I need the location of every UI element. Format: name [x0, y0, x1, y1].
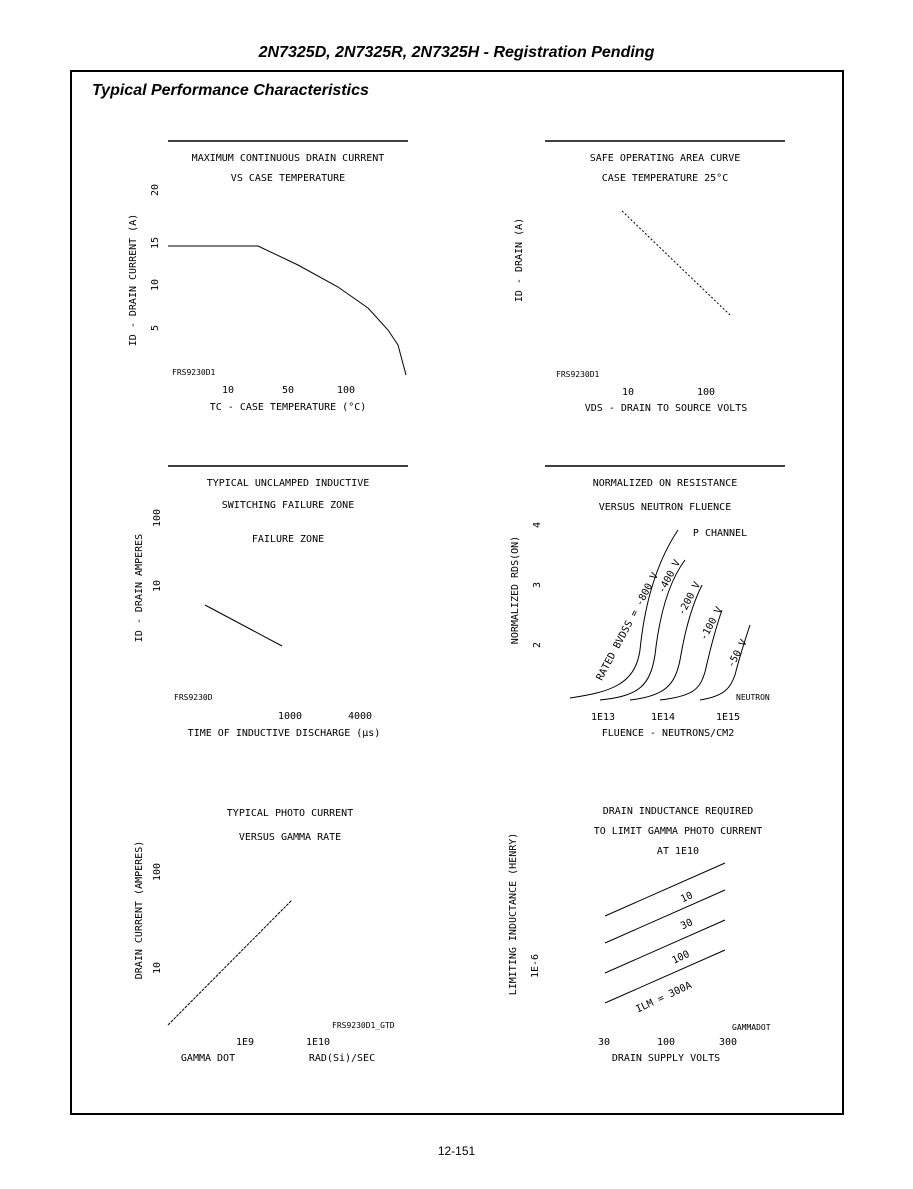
chart-photo-current	[120, 790, 420, 1080]
chart-curve-label: 30	[679, 917, 695, 933]
chart-title-line-2: CASE TEMPERATURE 25°C	[601, 173, 729, 184]
chart-x-axis-label: TC - CASE TEMPERATURE (°C)	[209, 402, 367, 413]
chart-x-tick: 1E14	[650, 712, 676, 723]
chart-x-axis-label: VDS - DRAIN TO SOURCE VOLTS	[584, 403, 748, 414]
chart-title-line-2: VERSUS NEUTRON FLUENCE	[598, 502, 732, 513]
chart-x-tick: 100	[656, 1037, 676, 1048]
chart-y-tick: 1E-6	[530, 953, 541, 979]
chart-curve-label: 10	[679, 890, 695, 906]
chart-annotation: P CHANNEL	[692, 528, 748, 539]
chart-y-axis-label: ID - DRAIN AMPERES	[134, 533, 145, 643]
chart-y-tick: 2	[532, 641, 543, 649]
chart-photo-current-graphic	[120, 790, 420, 1080]
document-title: 2N7325D, 2N7325R, 2N7325H - Registration Pending	[258, 44, 655, 61]
chart-x-tick: 1E15	[715, 712, 741, 723]
chart-safe-operating-area-graphic	[500, 135, 800, 425]
chart-title-line-2: SWITCHING FAILURE ZONE	[221, 500, 355, 511]
chart-curve-label: -100 V	[698, 605, 726, 643]
section-title: Typical Performance Characteristics	[92, 82, 369, 99]
failure-line	[205, 605, 282, 646]
chart-x-tick: 1E13	[590, 712, 616, 723]
chart-curve-label: 100	[670, 948, 692, 967]
chart-code: FRS9230D	[174, 693, 213, 702]
chart-drain-inductance	[500, 790, 800, 1080]
chart-code: FRS9230D1	[556, 370, 600, 379]
chart-x-tick: 50	[281, 385, 295, 396]
chart-safe-operating-area	[500, 135, 800, 425]
chart-x-axis-label: GAMMA DOT	[180, 1053, 236, 1064]
chart-code: NEUTRON	[736, 693, 770, 702]
chart-x-tick: 10	[221, 385, 235, 396]
chart-x-axis-label: RAD(Si)/SEC	[308, 1053, 376, 1064]
chart-y-tick: 10	[150, 278, 161, 292]
chart-curve-label: RATED BVDSS = -800 V	[594, 571, 661, 683]
chart-y-tick: 5	[150, 324, 161, 332]
chart-y-axis-label: LIMITING INDUCTANCE (HENRY)	[508, 832, 519, 996]
chart-code: FRS9230D1	[172, 368, 216, 377]
chart-title-line-1: TYPICAL PHOTO CURRENT	[226, 808, 354, 819]
chart-y-axis-label: NORMALIZED RDS(ON)	[510, 535, 521, 645]
chart-x-tick: 10	[621, 387, 635, 398]
chart-curve-label: -400 V	[656, 558, 684, 596]
chart-title-line-3: AT 1E10	[656, 846, 700, 857]
soa-line	[622, 211, 730, 315]
inductance-line	[605, 920, 725, 973]
chart-drain-current-vs-temp	[120, 135, 420, 425]
chart-title-line-1: NORMALIZED ON RESISTANCE	[592, 478, 738, 489]
chart-x-tick: 1E10	[305, 1037, 331, 1048]
chart-x-tick: 300	[718, 1037, 738, 1048]
chart-x-tick: 4000	[347, 711, 373, 722]
chart-curve-label: -50 V	[725, 637, 750, 670]
chart-y-tick: 20	[150, 183, 161, 197]
chart-y-tick: 3	[532, 581, 543, 589]
chart-normalized-on-resistance	[500, 460, 800, 750]
chart-curve-label: -200 V	[676, 580, 704, 618]
chart-code: GAMMADOT	[732, 1023, 771, 1032]
chart-drain-current-vs-temp-graphic	[120, 135, 420, 425]
chart-drain-inductance-graphic	[500, 790, 800, 1080]
page-number: 12-151	[437, 1144, 476, 1158]
chart-x-axis-label: TIME OF INDUCTIVE DISCHARGE (µs)	[187, 728, 381, 739]
chart-y-tick: 15	[150, 236, 161, 250]
inductance-line	[605, 863, 725, 916]
chart-y-axis-label: ID - DRAIN CURRENT (A)	[128, 213, 139, 347]
chart-title-line-1: SAFE OPERATING AREA CURVE	[589, 153, 741, 164]
chart-title-line-1: DRAIN INDUCTANCE REQUIRED	[602, 806, 754, 817]
chart-x-tick: 30	[597, 1037, 611, 1048]
inductance-line	[605, 890, 725, 943]
chart-title-line-1: MAXIMUM CONTINUOUS DRAIN CURRENT	[191, 153, 385, 164]
chart-x-tick: 1000	[277, 711, 303, 722]
chart-y-tick: 100	[152, 508, 163, 528]
chart-unclamped-inductive-graphic	[120, 460, 420, 750]
chart-y-tick: 10	[152, 579, 163, 593]
chart-x-tick: 1E9	[235, 1037, 255, 1048]
chart-x-tick: 100	[696, 387, 716, 398]
chart-x-axis-label: FLUENCE - NEUTRONS/CM2	[601, 728, 735, 739]
chart-title-line-2: TO LIMIT GAMMA PHOTO CURRENT	[593, 826, 763, 837]
chart-code: FRS9230D1_GTD	[332, 1021, 395, 1030]
chart-curve-label: ILM = 300A	[634, 980, 694, 1016]
chart-y-axis-label: ID - DRAIN (A)	[514, 217, 525, 303]
derating-curve	[168, 246, 406, 375]
chart-unclamped-inductive	[120, 460, 420, 750]
chart-y-tick: 4	[532, 521, 543, 529]
chart-normalized-on-resistance-graphic	[500, 460, 800, 750]
chart-annotation: FAILURE ZONE	[251, 534, 325, 545]
chart-x-axis-label: DRAIN SUPPLY VOLTS	[611, 1053, 721, 1064]
chart-y-tick: 10	[152, 961, 163, 975]
chart-x-tick: 100	[336, 385, 356, 396]
chart-y-tick: 100	[152, 862, 163, 882]
chart-title-line-1: TYPICAL UNCLAMPED INDUCTIVE	[206, 478, 370, 489]
photo-current-line	[168, 900, 292, 1025]
chart-title-line-2: VS CASE TEMPERATURE	[230, 173, 346, 184]
chart-y-axis-label: DRAIN CURRENT (AMPERES)	[134, 840, 145, 980]
chart-title-line-2: VERSUS GAMMA RATE	[238, 832, 342, 843]
